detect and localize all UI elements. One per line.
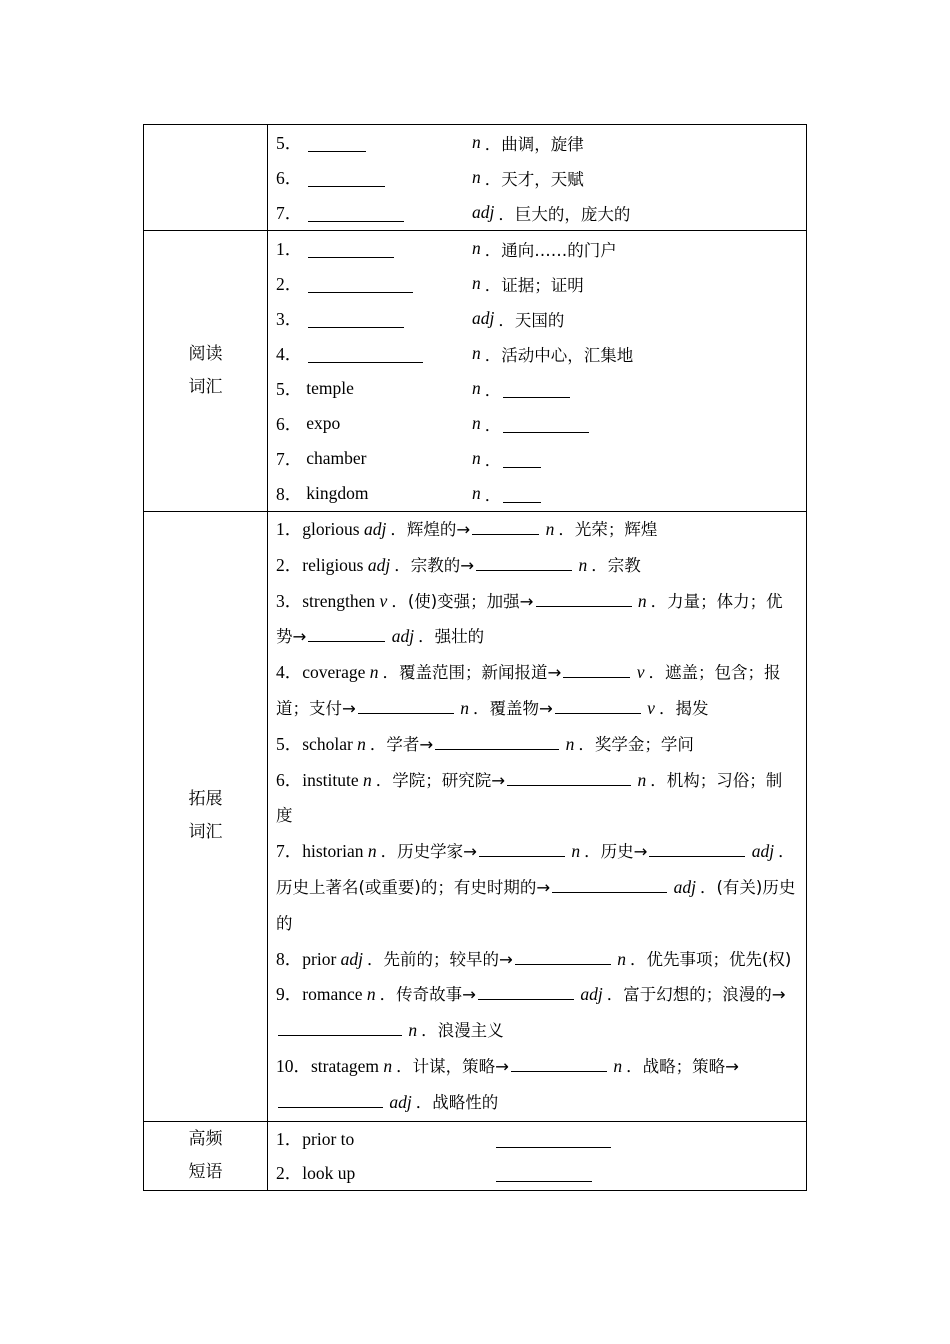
list-item: 5．scholar n ．学者→ n ．奖学金；学问 [276,733,694,754]
answer-blank[interactable] [536,589,632,607]
list-item: 2．religious adj ．宗教的→ n ．宗教 [276,554,641,575]
answer-blank[interactable] [496,1164,592,1182]
list-item: 5． temple n ． [276,371,798,406]
list-item: 3． adj ． 天国的 [276,308,565,330]
list-item: 5． n ． 曲调，旋律 [276,132,584,154]
list-item: 3．strengthen v ．(使)变强；加强→ n ．力量；体力；优势→ adj ．强壮的 [276,590,783,647]
answer-blank[interactable] [435,732,559,750]
list-item: 6． n ． 天才，天赋 [276,167,584,189]
list-item: 8． kingdom n ． [276,476,798,511]
answer-blank[interactable] [308,240,394,258]
list-item: 10．stratagem n ．计谋，策略→ n ．战略；策略→ adj ．战略性的 [276,1055,739,1112]
answer-blank[interactable] [503,450,541,468]
list-item: 7．historian n ．历史学家→ n ．历史→ adj ．历史上著名(或重要)的；有史时期的→ adj ．(有关)历史的 [276,841,796,933]
answer-blank[interactable] [503,485,541,503]
answer-blank[interactable] [308,204,404,222]
section-body [268,125,807,231]
answer-blank[interactable] [552,875,667,893]
answer-blank[interactable] [479,839,565,857]
answer-blank[interactable] [308,134,366,152]
answer-blank[interactable] [649,839,745,857]
list-item: 1． n ． 通向……的门户 [276,238,617,260]
answer-blank[interactable] [308,275,413,293]
answer-blank[interactable] [308,310,404,328]
answer-blank[interactable] [478,982,574,1000]
list-item: 1．prior to [276,1122,798,1156]
list-item: 7． adj ． 巨大的，庞大的 [276,202,631,224]
category-extended-vocab: 拓展 词汇 [144,512,268,1122]
answer-blank[interactable] [308,624,385,642]
list-item: 1．glorious adj ．辉煌的→ n ．光荣；辉煌 [276,519,658,539]
section-body [268,1121,807,1190]
answer-blank[interactable] [308,345,423,363]
list-item: 6．institute n ．学院；研究院→ n ．机构；习俗；制度 [276,769,783,826]
vocabulary-table [143,124,807,1191]
list-item: 8．prior adj ．先前的；较早的→ n ．优先事项；优先(权) [276,948,792,969]
answer-blank[interactable] [555,696,641,714]
answer-blank[interactable] [515,947,611,965]
answer-blank[interactable] [308,169,385,187]
answer-blank[interactable] [496,1130,611,1148]
answer-blank[interactable] [358,696,454,714]
answer-blank[interactable] [278,1090,383,1108]
list-item: 7． chamber n ． [276,441,798,476]
table-row [144,1121,807,1190]
answer-blank[interactable] [503,415,589,433]
list-item: 4．coverage n ．覆盖范围；新闻报道→ v ．遮盖；包含；报道；支付→ n ．覆盖物→ v ．揭发 [276,662,781,718]
answer-blank[interactable] [472,517,539,535]
answer-blank[interactable] [511,1054,607,1072]
category-reading-vocab: 阅读 词汇 [144,231,268,512]
section-body [268,512,807,1122]
answer-blank[interactable] [278,1018,402,1036]
section-body [268,231,807,512]
list-item: 4． n ． 活动中心，汇集地 [276,343,634,365]
table-row [144,512,807,1122]
table-row [144,231,807,512]
category-cell-empty [144,125,268,231]
list-item: 9．romance n ．传奇故事→ adj ．富于幻想的；浪漫的→ n ．浪漫主义 [276,984,786,1041]
answer-blank[interactable] [503,380,570,398]
table-row [144,125,807,231]
answer-blank[interactable] [563,660,630,678]
answer-blank[interactable] [507,768,631,786]
category-phrases: 高频 短语 [144,1121,268,1190]
answer-blank[interactable] [476,553,572,571]
list-item: 2． n ． 证据；证明 [276,273,584,295]
list-item: 6． expo n ． [276,406,798,441]
list-item: 2．look up [276,1156,798,1190]
